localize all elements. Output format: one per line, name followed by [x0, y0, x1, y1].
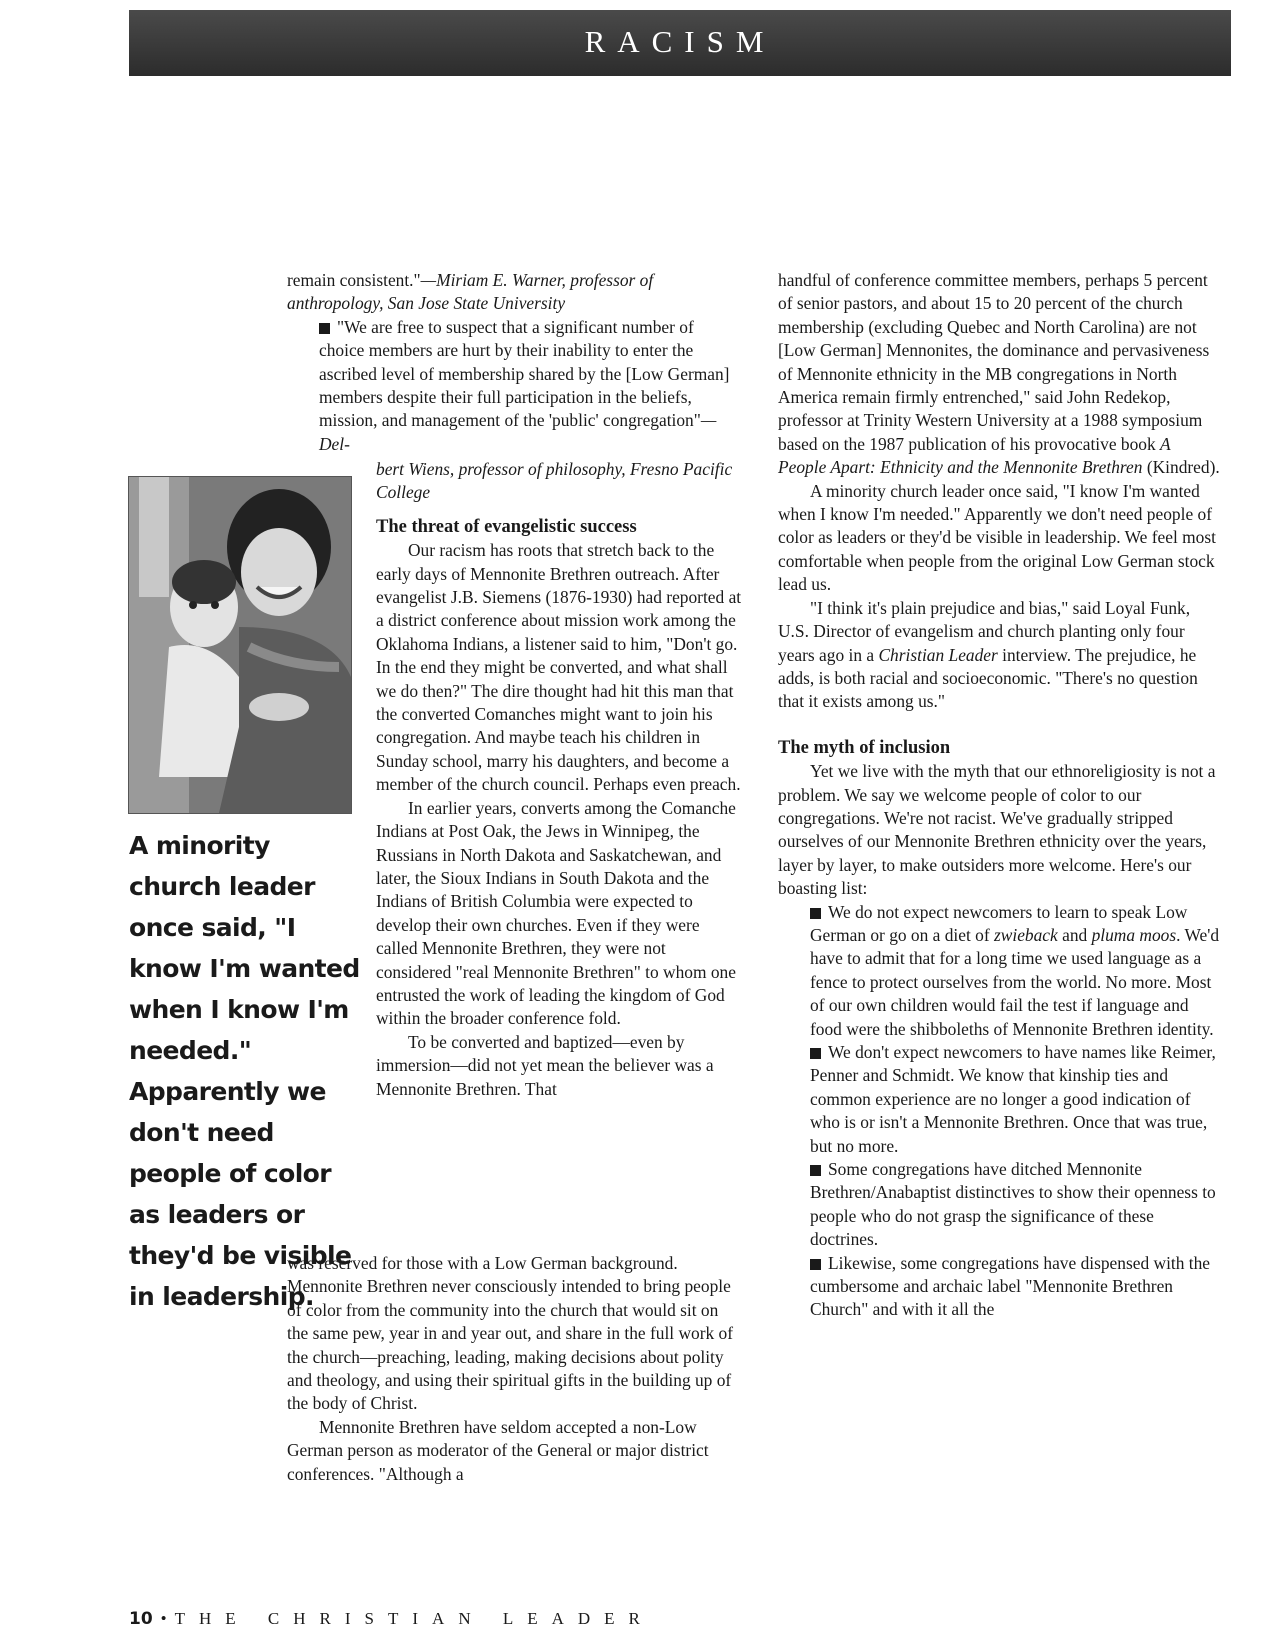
- section-title: RACISM: [584, 24, 776, 59]
- photo-mother-and-child: [128, 476, 352, 814]
- photo-illustration: [129, 477, 351, 813]
- bullet-item: [778, 1252, 1220, 1322]
- bullet-item: [778, 1041, 1220, 1158]
- bullet-text: We do not expect newcomers to learn to speak Low German or go on a diet of: [810, 901, 1188, 945]
- bullet-text: and: [1057, 924, 1092, 945]
- bullet-square-icon: [319, 323, 330, 334]
- section-heading-evangelistic: The threat of evangelistic success: [376, 516, 637, 537]
- article-column-left: [287, 269, 742, 456]
- pull-quote: A minority church leader once said, "I know I'm wanted when I know I'm needed." Apparently we don't need people of color as leaders or they'd be visible in leadership.: [129, 831, 360, 1311]
- paragraph: To be converted and baptized—even by immersion—did not yet mean the believer was a Mennonite Brethren. That: [376, 1031, 714, 1099]
- food-term: pluma moos: [1091, 924, 1177, 945]
- article-column-right: [778, 269, 1220, 1322]
- page-footer: [129, 1609, 654, 1629]
- paragraph-text: "I think it's plain prejudice and bias," said Loyal Funk, U.S. Director of evangelism and church planting only four years ago in a: [778, 597, 1191, 665]
- bullet-text: . We'd have to admit that for a long time we used language as a fence to protect ourselves from the world. No more. Most of our own children would fail the test if language and food were the shibboleths of Mennonite Brethren identity.: [810, 924, 1220, 1039]
- paragraph: [778, 269, 1220, 480]
- section-heading-inclusion: The myth of inclusion: [778, 737, 951, 758]
- quote-attribution: —Miriam E. Warner, professor of anthropology, San Jose State University: [287, 270, 654, 314]
- book-title: A People Apart: Ethnicity and the Mennonite Brethren: [778, 433, 1171, 478]
- paragraph: Mennonite Brethren have seldom accepted a non-Low German person as moderator of the General or major district conferences. "Although a: [287, 1416, 709, 1484]
- quote-ending: [287, 269, 742, 316]
- bullet-text: We don't expect newcomers to have names like Reimer, Penner and Schmidt. We know that kinship ties and common experience are no longer a good indication of who is or isn't a Mennonite Brethren. Once that was true, but no more.: [810, 1042, 1216, 1156]
- paragraph: Yet we live with the myth that our ethnoreligiosity is not a problem. We say we welcome people of color to our congregations. We're not racist. We've gradually stripped ourselves of our Mennonite Brethren ethnicity over the years, layer by layer, to make outsiders more welcome. Here's our boasting list:: [778, 761, 1216, 899]
- bullet-square-icon: [810, 908, 821, 919]
- quote-bullet-attribution-start: —Del-: [319, 410, 717, 454]
- article-column-left-narrow: [376, 458, 742, 1101]
- publication-name: THE CHRISTIAN LEADER: [174, 1609, 654, 1628]
- section-header-bar: [129, 10, 1231, 76]
- quote-bullet-attribution-end: bert Wiens, professor of philosophy, Fresno Pacific College: [376, 459, 733, 503]
- paragraph: was reserved for those with a Low German background. Mennonite Brethren never consciously intended to bring people of color from the community into the church that would sit on the same pew, year in and year out, and share in the full work of the church—preaching, leading, making decisions about polity and theology, and using their spiritual gifts in the building up of the body of Christ.: [287, 1253, 734, 1414]
- paragraph: Our racism has roots that stretch back to the early days of Mennonite Brethren outreach. After evangelist J.B. Siemens (1876-1930) had reported at a district conference about mission work among the Oklahoma Indians, a listener said to him, "Don't go. In the end they might be converted, and what shall we do then?" The dire thought had hit this man that the converted Comanches might want to join his congregation. And maybe teach his children in Sunday school, marry his daughters, and become a member of the church council. Perhaps even preach.: [376, 540, 742, 795]
- paragraph: [778, 597, 1220, 714]
- bullet-square-icon: [810, 1165, 821, 1176]
- paragraph-text: (Kindred).: [1142, 457, 1220, 478]
- quote-end-text: remain consistent.": [287, 270, 421, 290]
- quote-bullet-text: "We are free to suspect that a significant number of choice members are hurt by their inability to enter the ascribed level of membership shared by the [Low German] members despite their full participation in the beliefs, mission, and management of the 'public' congregation": [319, 316, 730, 431]
- magazine-title: Christian Leader: [878, 644, 998, 665]
- paragraph: A minority church leader once said, "I know I'm wanted when I know I'm needed." Apparently we don't need people of color as leaders or they'd be visible in leadership. We feel most comfortable when people from the original Low German stock lead us.: [778, 480, 1216, 595]
- paragraph: In earlier years, converts among the Comanche Indians at Post Oak, the Jews in Winnipeg, the Russians in North Dakota and Saskatchewan, and later, the Sioux Indians in South Dakota and the Indians of British Columbia were expected to develop their own churches. Even if they were called Mennonite Brethren, they were not considered "real Mennonite Brethren" to whom one entrusted the work of leading the kingdom of God within the broader conference fold.: [376, 797, 736, 1029]
- footer-separator: •: [160, 1609, 167, 1628]
- bullet-item: [778, 901, 1220, 1041]
- bullet-text: Likewise, some congregations have dispensed with the cumbersome and archaic label "Mennonite Brethren Church" and with it all the: [810, 1252, 1211, 1320]
- food-term: zwieback: [994, 924, 1058, 945]
- page-number: 10: [129, 1609, 153, 1629]
- paragraph-text: interview. The prejudice, he adds, is both racial and socioeconomic. "There's no question that it exists among us.": [778, 644, 1198, 712]
- bullet-square-icon: [810, 1048, 821, 1059]
- bullet-item: [778, 1158, 1220, 1252]
- bullet-text: Some congregations have ditched Mennonite Brethren/Anabaptist distinctives to show their openness to people who do not grasp the significance of these doctrines.: [810, 1159, 1216, 1250]
- paragraph-text: handful of conference committee members, perhaps 5 percent of senior pastors, and about 15 to 20 percent of the church membership (excluding Quebec and North Carolina) are not [Low German] Mennonites, the dominance and pervasiveness of Mennonite ethnicity in the MB congregations in North America remain firmly entrenched," said John Redekop, professor at Trinity Western University at a 1988 symposium based on the 1987 publication of his provocative book: [778, 270, 1210, 454]
- bullet-square-icon: [810, 1259, 821, 1270]
- quote-bullet: [287, 316, 742, 456]
